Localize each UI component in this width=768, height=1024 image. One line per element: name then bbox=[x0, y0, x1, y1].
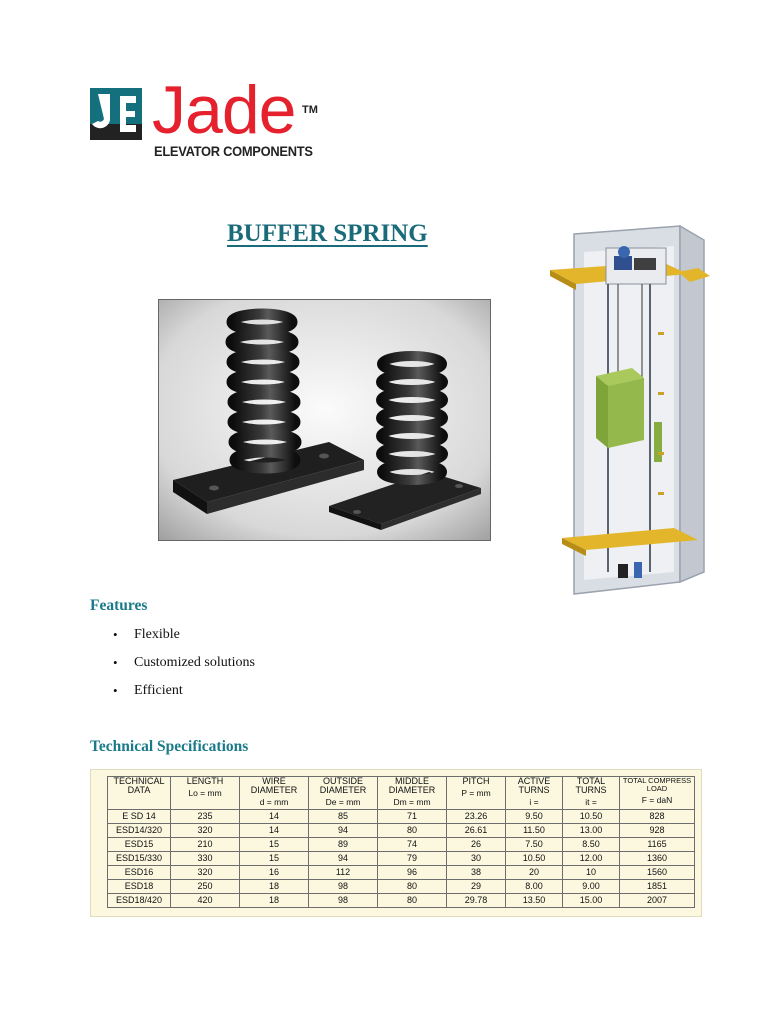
column-header bbox=[171, 777, 240, 810]
table-cell: 928 bbox=[620, 824, 695, 838]
features-list bbox=[110, 626, 255, 710]
column-header bbox=[240, 777, 309, 810]
table-cell: 29 bbox=[447, 880, 506, 894]
table-cell: 98 bbox=[309, 894, 378, 908]
table-cell: 13.50 bbox=[506, 894, 563, 908]
table-cell: 14 bbox=[240, 824, 309, 838]
table-cell: 38 bbox=[447, 866, 506, 880]
specs-table bbox=[107, 776, 695, 908]
buffer-spring-photo bbox=[158, 299, 491, 541]
table-cell: 26.61 bbox=[447, 824, 506, 838]
table-cell: 2007 bbox=[620, 894, 695, 908]
table-cell: 18 bbox=[240, 894, 309, 908]
table-cell: 14 bbox=[240, 810, 309, 824]
table-cell: 10.50 bbox=[563, 810, 620, 824]
table-cell: 80 bbox=[378, 894, 447, 908]
specs-table-panel bbox=[90, 769, 702, 917]
table-row bbox=[108, 810, 695, 824]
table-cell: 16 bbox=[240, 866, 309, 880]
column-header bbox=[309, 777, 378, 810]
column-unit: i = bbox=[529, 797, 539, 807]
table-cell: 30 bbox=[447, 852, 506, 866]
column-header bbox=[506, 777, 563, 810]
table-cell: 7.50 bbox=[506, 838, 563, 852]
column-unit: P = mm bbox=[461, 788, 491, 798]
column-unit: F = daN bbox=[641, 795, 673, 805]
table-cell: 85 bbox=[309, 810, 378, 824]
column-header bbox=[620, 777, 695, 810]
table-cell: 29.78 bbox=[447, 894, 506, 908]
table-cell: 74 bbox=[378, 838, 447, 852]
table-cell: 828 bbox=[620, 810, 695, 824]
table-cell: 8.50 bbox=[563, 838, 620, 852]
brand-subtitle: ELEVATOR COMPONENTS bbox=[154, 143, 313, 159]
table-cell: 12.00 bbox=[563, 852, 620, 866]
model-cell: ESD18 bbox=[108, 880, 171, 894]
table-row bbox=[108, 852, 695, 866]
table-cell: 26 bbox=[447, 838, 506, 852]
table-row bbox=[108, 894, 695, 908]
trademark-symbol: TM bbox=[302, 104, 318, 116]
brand-logo bbox=[90, 72, 330, 164]
column-header bbox=[378, 777, 447, 810]
list-item: • Customized solutions bbox=[110, 654, 255, 682]
jade-logo-mark-icon bbox=[90, 88, 142, 140]
table-cell: 80 bbox=[378, 824, 447, 838]
column-label: PITCH bbox=[462, 776, 490, 786]
column-label: OUTSIDE DIAMETER bbox=[319, 776, 367, 795]
table-cell: 15 bbox=[240, 838, 309, 852]
buffer-spring-illustration bbox=[159, 300, 491, 541]
column-label: MIDDLE DIAMETER bbox=[388, 776, 436, 795]
column-unit: De = mm bbox=[325, 797, 361, 807]
model-cell: E SD 14 bbox=[108, 810, 171, 824]
model-cell: ESD15/330 bbox=[108, 852, 171, 866]
table-cell: 98 bbox=[309, 880, 378, 894]
column-unit: Lo = mm bbox=[188, 788, 222, 798]
column-label: TOTAL COMPRESS LOAD bbox=[622, 776, 692, 793]
list-item: • Efficient bbox=[110, 682, 255, 710]
table-cell: 15 bbox=[240, 852, 309, 866]
table-cell: 320 bbox=[171, 866, 240, 880]
column-unit: it = bbox=[585, 797, 597, 807]
column-unit: d = mm bbox=[259, 797, 289, 807]
table-row bbox=[108, 880, 695, 894]
column-label: TECHNICAL DATA bbox=[113, 776, 165, 795]
table-cell: 420 bbox=[171, 894, 240, 908]
table-cell: 80 bbox=[378, 880, 447, 894]
table-cell: 9.50 bbox=[506, 810, 563, 824]
column-header bbox=[108, 777, 171, 810]
table-cell: 9.00 bbox=[563, 880, 620, 894]
table-cell: 94 bbox=[309, 824, 378, 838]
list-item: • Flexible bbox=[110, 626, 255, 654]
table-cell: 320 bbox=[171, 824, 240, 838]
table-cell: 250 bbox=[171, 880, 240, 894]
table-cell: 94 bbox=[309, 852, 378, 866]
model-cell: ESD14/320 bbox=[108, 824, 171, 838]
elevator-shaft-diagram bbox=[540, 222, 745, 602]
model-cell: ESD18/420 bbox=[108, 894, 171, 908]
table-row bbox=[108, 838, 695, 852]
features-heading: Features bbox=[90, 597, 148, 614]
table-cell: 210 bbox=[171, 838, 240, 852]
column-header bbox=[563, 777, 620, 810]
table-cell: 112 bbox=[309, 866, 378, 880]
table-cell: 1851 bbox=[620, 880, 695, 894]
table-cell: 235 bbox=[171, 810, 240, 824]
column-label: TOTAL TURNS bbox=[575, 776, 607, 795]
table-cell: 330 bbox=[171, 852, 240, 866]
specs-header-row bbox=[108, 777, 695, 810]
table-cell: 18 bbox=[240, 880, 309, 894]
table-cell: 89 bbox=[309, 838, 378, 852]
table-cell: 1560 bbox=[620, 866, 695, 880]
specs-heading: Technical Specifications bbox=[90, 738, 249, 755]
table-cell: 23.26 bbox=[447, 810, 506, 824]
table-cell: 13.00 bbox=[563, 824, 620, 838]
table-cell: 10.50 bbox=[506, 852, 563, 866]
specs-table-body bbox=[108, 810, 695, 908]
column-label: LENGTH bbox=[186, 776, 224, 786]
model-cell: ESD15 bbox=[108, 838, 171, 852]
table-cell: 1165 bbox=[620, 838, 695, 852]
table-cell: 20 bbox=[506, 866, 563, 880]
model-cell: ESD16 bbox=[108, 866, 171, 880]
table-cell: 1360 bbox=[620, 852, 695, 866]
column-label: ACTIVE TURNS bbox=[517, 776, 551, 795]
table-row bbox=[108, 824, 695, 838]
column-header bbox=[447, 777, 506, 810]
brand-name: Jade bbox=[152, 72, 296, 148]
table-cell: 96 bbox=[378, 866, 447, 880]
table-cell: 79 bbox=[378, 852, 447, 866]
table-cell: 10 bbox=[563, 866, 620, 880]
page-title: BUFFER SPRING bbox=[227, 220, 428, 247]
table-cell: 15.00 bbox=[563, 894, 620, 908]
table-cell: 11.50 bbox=[506, 824, 563, 838]
table-row bbox=[108, 866, 695, 880]
column-label: WIRE DIAMETER bbox=[250, 776, 298, 795]
table-cell: 8.00 bbox=[506, 880, 563, 894]
table-cell: 71 bbox=[378, 810, 447, 824]
column-unit: Dm = mm bbox=[393, 797, 431, 807]
